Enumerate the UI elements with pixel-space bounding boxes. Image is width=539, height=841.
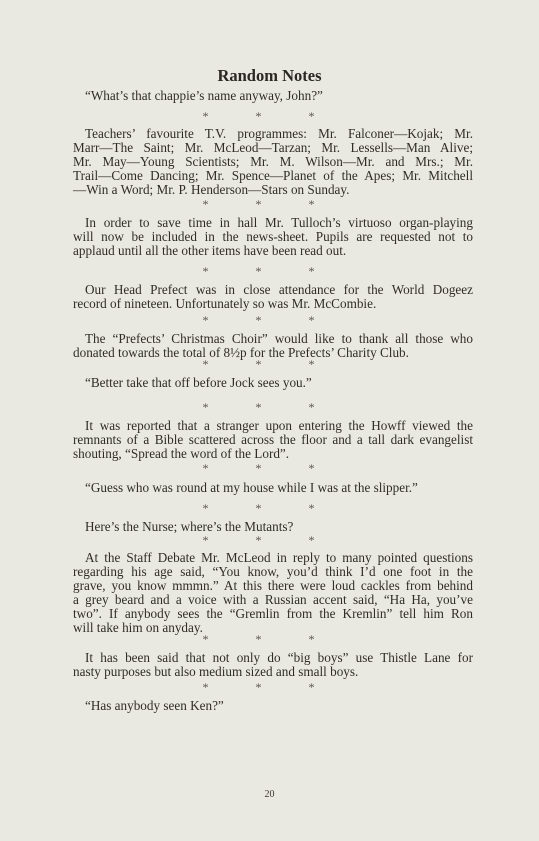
paragraph-line: Trail—Come Dancing; Mr. Spence—Planet of the Apes; Mr. Mitchell [73, 168, 473, 183]
page-number: 20 [264, 789, 275, 800]
note-paragraph [73, 651, 473, 679]
paragraph-line: Mr. May—Young Scientists; Mr. M. Wilson—Mr. and Mrs.; Mr. [73, 154, 473, 169]
note-paragraph [73, 89, 473, 103]
paragraph-line: It was reported that a stranger upon entering the Howff viewed the [85, 418, 473, 433]
paragraph-line: grave, you know mmmn.” At this there were loud cackles from behind [73, 578, 473, 593]
asterism-separator: * * * [202, 501, 337, 515]
paragraph-line: Our Head Prefect was in close attendance for the World Dogeez [85, 282, 473, 297]
asterism-separator: * * * [202, 632, 337, 646]
paragraph-line: “Guess who was round at my house while I was at the slipper.” [85, 480, 418, 495]
paragraph-line: will now be included in the news-sheet. Pupils are requested not to [73, 229, 473, 244]
paragraph-line: shouting, “Spread the word of the Lord”. [73, 446, 290, 461]
paragraph-line: regarding his age said, “You know, you’d think I’d one foot in the [73, 564, 473, 579]
paragraph-line: record of nineteen. Unfortunately so was Mr. McCombie. [73, 296, 377, 311]
paragraph-line: The “Prefects’ Christmas Choir” would like to thank all those who [85, 331, 473, 346]
paragraph-line: will take him on anyday. [73, 620, 203, 635]
paragraph-line: donated towards the total of 8½p for the Prefects’ Charity Club. [73, 345, 409, 360]
note-paragraph [73, 520, 473, 534]
asterism-separator: * * * [202, 533, 337, 547]
asterism-separator: * * * [202, 400, 337, 414]
note-paragraph [73, 699, 473, 713]
paragraph-line: “Better take that off before Jock sees you.” [85, 375, 312, 390]
asterism-separator: * * * [202, 680, 337, 694]
paragraph-line: —Win a Word; Mr. P. Henderson—Stars on Sunday. [73, 182, 350, 197]
paragraph-line: nasty purposes but also medium sized and small boys. [73, 664, 359, 679]
paragraph-line: Teachers’ favourite T.V. programmes: Mr. Falconer—Kojak; Mr. [85, 126, 473, 141]
asterism-separator: * * * [202, 197, 337, 211]
note-paragraph [73, 551, 473, 635]
asterism-separator: * * * [202, 264, 337, 278]
paragraph-line: At the Staff Debate Mr. McLeod in reply to many pointed questions [85, 550, 473, 565]
note-paragraph [73, 481, 473, 495]
paragraph-line: It has been said that not only do “big boys” use Thistle Lane for [85, 650, 473, 665]
note-paragraph [73, 332, 473, 360]
paragraph-line: “Has anybody seen Ken?” [85, 698, 224, 713]
note-paragraph [73, 127, 473, 197]
note-paragraph [73, 376, 473, 390]
paragraph-line: two”. If anybody sees the “Gremlin from the Kremlin” tell him Ron [73, 606, 473, 621]
asterism-separator: * * * [202, 313, 337, 327]
asterism-separator: * * * [202, 357, 337, 371]
paragraph-line: Here’s the Nurse; where’s the Mutants? [85, 519, 294, 534]
paragraph-line: a grey beard and a voice with a Russian accent said, “Ha Ha, you’ve [73, 592, 473, 607]
note-paragraph [73, 419, 473, 461]
asterism-separator: * * * [202, 461, 337, 475]
note-paragraph [73, 216, 473, 258]
note-paragraph [73, 283, 473, 311]
paragraph-line: applaud until all the other items have been read out. [73, 243, 347, 258]
paragraph-line: Marr—The Saint; Mr. McLeod—Tarzan; Mr. Lessells—Man Alive; [73, 140, 473, 155]
paragraph-line: remnants of a Bible scattered across the floor and a tall dark evangelist [73, 432, 473, 447]
paragraph-line: In order to save time in hall Mr. Tulloch’s virtuoso organ-playing [85, 215, 473, 230]
page-title: Random Notes [217, 66, 322, 85]
asterism-separator: * * * [202, 109, 337, 123]
paragraph-line: “What’s that chappie’s name anyway, John?” [85, 88, 323, 103]
